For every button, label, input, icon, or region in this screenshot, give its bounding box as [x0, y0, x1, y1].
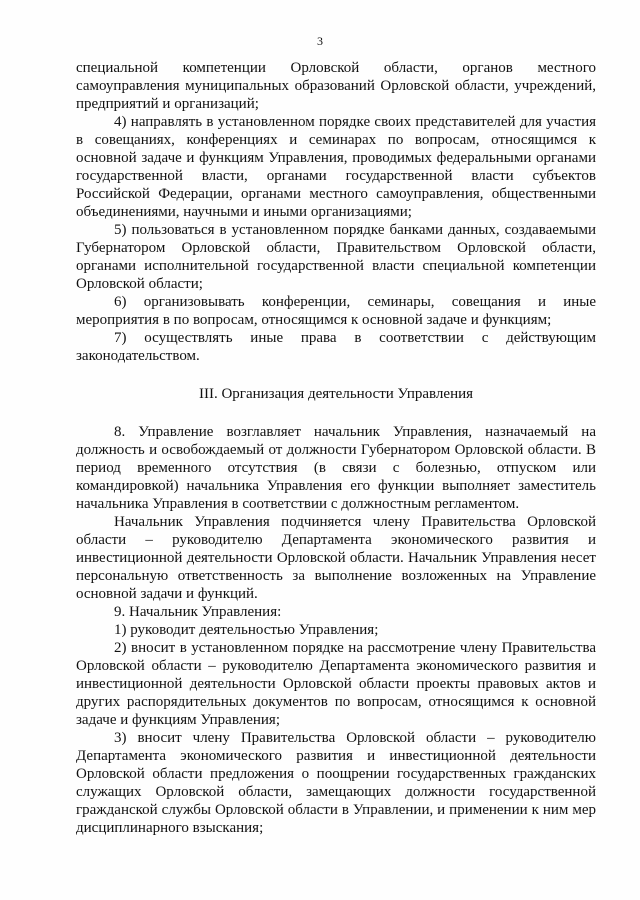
- paragraph: 5) пользоваться в установленном порядке банками данных, создаваемыми Губернатором Орловской области, Правительством Орловской области, органами исполнительной государственной власти специальной компетенции Орловской области;: [76, 222, 596, 292]
- paragraph: 7) осуществлять иные права в соответствии с действующим законодательством.: [76, 330, 596, 364]
- section-heading: III. Организация деятельности Управления: [198, 386, 474, 402]
- paragraph: специальной компетенции Орловской области, органов местного самоуправления муниципальных образований Орловской области, учреждений, предприятий и организаций;: [76, 60, 596, 112]
- paragraph: 2) вносит в установленном порядке на рассмотрение члену Правительства Орловской области – руководителю Департамента экономического развития и инвестиционной деятельности Орловской области проекты правовых актов и других распорядительных документов по вопросам, относящимся к основной задаче и функциям Управления;: [76, 640, 596, 728]
- paragraph: 3) вносит члену Правительства Орловской области – руководителю Департамента экономического развития и инвестиционной деятельности Орловской области предложения о поощрении государственных гражданских служащих Орловской области, замещающих должности государственной гражданской службы Орловской области в Управлении, и применении к ним мер дисциплинарного взыскания;: [76, 730, 596, 836]
- paragraph: 9. Начальник Управления:: [114, 604, 282, 620]
- paragraph: 8. Управление возглавляет начальник Управления, назначаемый на должность и освобождаемый от должности Губернатором Орловской области. В период временного отсутствия (в связи с болезнью, отпуском или командировкой) начальника Управления его функции выполняет заместитель начальника Управления в соответствии с должностным регламентом.: [76, 424, 596, 512]
- paragraph: 1) руководит деятельностью Управления;: [114, 622, 379, 638]
- paragraph: 6) организовывать конференции, семинары, совещания и иные мероприятия в по вопросам, относящимся к основной задаче и функциям;: [76, 294, 596, 328]
- document-body: [76, 59, 596, 837]
- paragraph: 4) направлять в установленном порядке своих представителей для участия в совещаниях, конференциях и семинарах по вопросам, относящимся к основной задаче и функциям Управления, проводимых федеральными органами государственной власти, органами государственной власти субъектов Российской Федерации, органами местного самоуправления, общественными объединениями, научными и иными организациями;: [76, 114, 596, 220]
- paragraph: Начальник Управления подчиняется члену Правительства Орловской области – руководителю Департамента экономического развития и инвестиционной деятельности Орловской области. Начальник Управления несет персональную ответственность за выполнение возложенных на Управление основной задачи и функций.: [76, 514, 596, 602]
- page-number: 3: [317, 34, 323, 48]
